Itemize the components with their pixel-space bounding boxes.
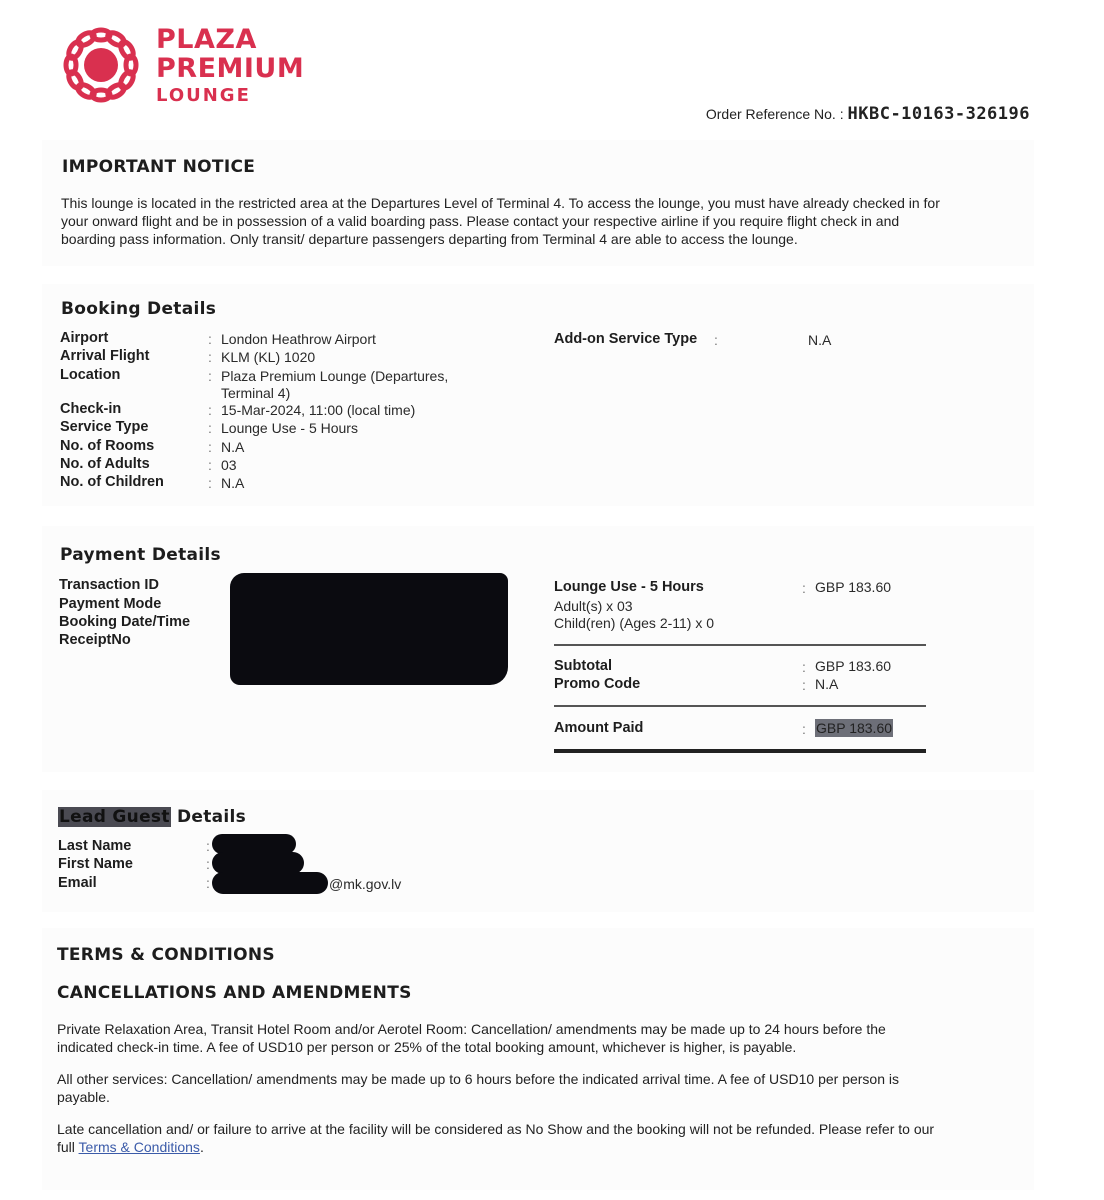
terms-line: All other services: Cancellation/ amendments may be made up to 6 hours before the indicated arrival time. A fee of USD10 per person is xyxy=(57,1071,899,1087)
children-label: No. of Children xyxy=(60,474,164,490)
terms-conditions-link[interactable]: Terms & Conditions xyxy=(78,1139,200,1155)
adults-value: 03 xyxy=(221,457,237,473)
terms-paragraph-2 xyxy=(57,1070,1027,1106)
booking-details-title: Booking Details xyxy=(61,299,217,319)
transaction-id-label: Transaction ID xyxy=(59,577,159,593)
divider xyxy=(554,644,926,646)
service-type-value: Lounge Use - 5 Hours xyxy=(221,420,358,436)
order-reference-label: Order Reference No. : xyxy=(705,106,844,122)
addon-service-value: N.A xyxy=(808,332,832,348)
colon: : xyxy=(802,677,806,693)
payment-details-title: Payment Details xyxy=(60,545,221,565)
children-value: N.A xyxy=(221,475,245,491)
line-item-adults: Adult(s) x 03 xyxy=(554,598,633,614)
terms-prefix: full xyxy=(57,1139,79,1155)
colon: : xyxy=(802,721,806,737)
lead-guest-title-suffix: Details xyxy=(170,807,247,827)
brand-line-1: PLAZA xyxy=(156,24,257,55)
payment-details-section xyxy=(42,526,1034,772)
colon: : xyxy=(208,402,212,418)
promo-code-value: N.A xyxy=(815,676,839,692)
colon: : xyxy=(206,875,210,891)
colon: : xyxy=(208,368,212,384)
booking-details-section xyxy=(42,284,1034,506)
notice-line: This lounge is located in the restricted area at the Departures Level of Terminal 4. To access the lounge, you must have already checked in for xyxy=(61,195,940,211)
flower-logo-icon xyxy=(60,24,142,106)
cancellations-title: CANCELLATIONS AND AMENDMENTS xyxy=(57,983,412,1003)
redaction-block xyxy=(212,872,328,894)
order-reference xyxy=(706,104,1030,124)
colon: : xyxy=(206,838,210,854)
email-label: Email xyxy=(58,875,97,891)
colon: : xyxy=(714,332,718,348)
amount-paid-value xyxy=(815,720,893,737)
booking-datetime-label: Booking Date/Time xyxy=(59,614,191,630)
divider xyxy=(554,705,926,707)
notice-line: your onward flight and be in possession of a valid boarding pass. Please contact your respective airline if you require flight check in and xyxy=(61,213,900,229)
terms-line: Private Relaxation Area, Transit Hotel Room and/or Aerotel Room: Cancellation/ amendments may be made up to 24 hours before the xyxy=(57,1021,886,1037)
amount-paid-label: Amount Paid xyxy=(554,720,644,736)
promo-code-label: Promo Code xyxy=(554,676,641,692)
receipt-no-label: ReceiptNo xyxy=(59,632,131,648)
redaction-block xyxy=(212,834,296,854)
last-name-label: Last Name xyxy=(58,838,132,854)
service-type-label: Service Type xyxy=(60,419,149,435)
line-item-children: Child(ren) (Ages 2-11) x 0 xyxy=(554,615,715,631)
location-line-2: Terminal 4) xyxy=(221,385,291,401)
adults-label: No. of Adults xyxy=(60,456,150,472)
important-notice-title: IMPORTANT NOTICE xyxy=(62,157,256,177)
line-item-amount: GBP 183.60 xyxy=(815,579,892,595)
terms-line: indicated check-in time. A fee of USD10 per person or 25% of the total booking amount, whichever is higher, is payable. xyxy=(57,1039,797,1055)
order-reference-number: HKBC-10163-326196 xyxy=(847,104,1030,124)
colon: : xyxy=(208,457,212,473)
line-item-title: Lounge Use - 5 Hours xyxy=(554,579,704,595)
check-in-label: Check-in xyxy=(60,401,122,417)
airport-label: Airport xyxy=(60,330,109,346)
logo-petal xyxy=(76,30,97,48)
arrival-flight-label: Arrival Flight xyxy=(60,348,150,364)
notice-line: boarding pass information. Only transit/ departure passengers departing from Terminal 4 are able to access the lounge. xyxy=(61,231,798,247)
amount-paid-highlight: GBP 183.60 xyxy=(816,720,893,736)
important-notice-text xyxy=(61,194,1021,248)
redaction-block xyxy=(212,852,304,874)
colon: : xyxy=(208,475,212,491)
subtotal-label: Subtotal xyxy=(554,658,612,674)
terms-section xyxy=(42,928,1034,1190)
lead-guest-section xyxy=(42,790,1034,912)
location-line-1: Plaza Premium Lounge (Departures, xyxy=(221,368,449,384)
subtotal-value: GBP 183.60 xyxy=(815,658,892,674)
first-name-label: First Name xyxy=(58,856,133,872)
colon: : xyxy=(802,659,806,675)
colon: : xyxy=(208,439,212,455)
colon: : xyxy=(208,349,212,365)
location-value xyxy=(221,368,448,402)
important-notice-section xyxy=(42,140,1034,266)
terms-paragraph-1 xyxy=(57,1020,1027,1056)
terms-title: TERMS & CONDITIONS xyxy=(57,945,275,965)
location-label: Location xyxy=(60,367,121,383)
brand-wordmark xyxy=(156,26,304,105)
terms-paragraph-3 xyxy=(57,1120,1027,1156)
colon: : xyxy=(802,580,806,596)
airport-value: London Heathrow Airport xyxy=(221,331,376,347)
arrival-flight-value: KLM (KL) 1020 xyxy=(221,349,316,365)
redaction-block xyxy=(230,573,508,685)
brand-logo xyxy=(60,24,320,114)
email-domain: @mk.gov.lv xyxy=(329,876,402,892)
terms-line xyxy=(57,1138,1027,1156)
check-in-value: 15-Mar-2024, 11:00 (local time) xyxy=(221,402,416,418)
colon: : xyxy=(208,420,212,436)
payment-mode-label: Payment Mode xyxy=(59,596,162,612)
terms-line: Late cancellation and/ or failure to arrive at the facility will be considered as No Show and the booking will not be refunded. Please refer to our xyxy=(57,1121,935,1137)
rooms-label: No. of Rooms xyxy=(60,438,155,454)
terms-suffix: . xyxy=(199,1139,204,1155)
brand-line-2: PREMIUM xyxy=(156,53,305,84)
colon: : xyxy=(208,331,212,347)
terms-line: payable. xyxy=(57,1089,110,1105)
lead-guest-title xyxy=(58,807,246,827)
addon-service-label: Add-on Service Type xyxy=(554,331,698,347)
brand-line-3: LOUNGE xyxy=(156,85,251,106)
lead-guest-highlight: Lead Guest xyxy=(59,807,170,827)
colon: : xyxy=(206,856,210,872)
rooms-value: N.A xyxy=(221,439,245,455)
total-rule xyxy=(554,749,926,753)
